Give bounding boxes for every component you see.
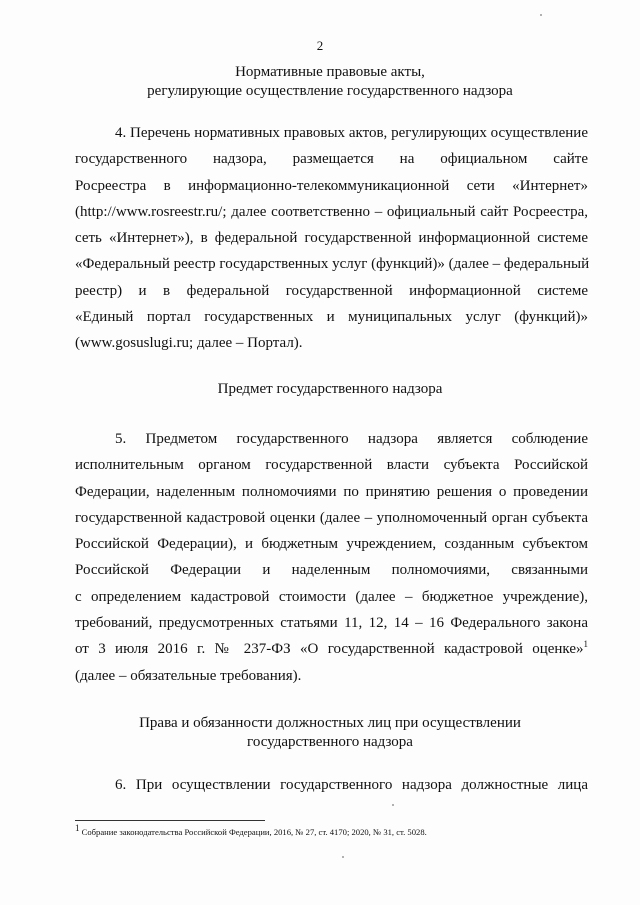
paragraph-line: «Федеральный реестр государственных услуг (функций)» (далее – федеральный <box>75 256 590 273</box>
footnote-mark: 1 <box>75 823 80 834</box>
paragraph-line: Российской Федерации), и бюджетным учреждением, созданным субъектом <box>75 536 588 553</box>
paragraph-5 <box>75 426 588 689</box>
paragraph-4 <box>75 120 588 357</box>
footnote-text: Собрание законодательства Российской Федерации, 2016, № 27, ст. 4170; 2020, № 31, ст. 5028. <box>81 827 427 837</box>
paragraph-line: 6. При осуществлении государственного надзора должностные лица <box>115 777 588 793</box>
paragraph-line: (www.gosuslugi.ru; далее – Портал). <box>75 335 303 352</box>
scan-speck <box>540 14 542 16</box>
section-heading-normative-acts <box>60 63 600 101</box>
paragraph-line: Российской Федерации и наделенным полномочиями, связанными <box>75 562 588 579</box>
page-number: 2 <box>316 38 324 53</box>
paragraph-line: (http://www.rosreestr.ru/; далее соответственно – официальный сайт Росреестра, <box>75 203 588 220</box>
heading-line: Предмет государственного надзора <box>217 381 443 397</box>
paragraph-line: Федерации, наделенным полномочиями по принятию решения о проведении <box>75 483 588 500</box>
paragraph-line: реестр) и в федеральной государственной информационной системе <box>75 282 588 299</box>
heading-line: Нормативные правовые акты, <box>235 64 425 80</box>
paragraph-6 <box>75 772 588 798</box>
paragraph-line-text: от 3 июля 2016 г. № 237-ФЗ «О государственной кадастровой оценке» <box>75 641 584 658</box>
paragraph-line: государственной кадастровой оценки (далее – уполномоченный орган субъекта <box>75 509 588 526</box>
footnote-reference: 1 <box>583 639 588 650</box>
footnote <box>75 823 427 838</box>
paragraph-line: 4. Перечень нормативных правовых актов, регулирующих осуществление <box>115 125 588 141</box>
paragraph-line: требований, предусмотренных статьями 11, 12, 14 – 16 Федерального закона <box>75 615 588 632</box>
section-heading-subject <box>60 380 600 399</box>
heading-line: регулирующие осуществление государственного надзора <box>147 83 513 99</box>
paragraph-line: государственного надзора, размещается на официальном сайте <box>75 151 588 168</box>
paragraph-line: исполнительным органом государственной власти субъекта Российской <box>75 457 588 474</box>
footnote-divider <box>75 820 265 821</box>
heading-line: государственного надзора <box>247 734 413 750</box>
section-heading-rights-duties <box>60 714 600 752</box>
paragraph-line: «Единый портал государственных и муниципальных услуг (функций)» <box>75 309 588 326</box>
scan-speck <box>392 804 394 806</box>
paragraph-line <box>75 636 588 662</box>
paragraph-line: Росреестра в информационно-телекоммуникационной сети «Интернет» <box>75 177 588 194</box>
scan-speck <box>342 856 344 858</box>
paragraph-line: сеть «Интернет»), в федеральной государственной информационной системе <box>75 230 588 247</box>
paragraph-line: 5. Предметом государственного надзора является соблюдение <box>115 431 588 447</box>
paragraph-line: (далее – обязательные требования). <box>75 667 302 684</box>
heading-line: Права и обязанности должностных лиц при осуществлении <box>139 715 521 731</box>
paragraph-line: с определением кадастровой стоимости (далее – бюджетное учреждение), <box>75 588 588 605</box>
